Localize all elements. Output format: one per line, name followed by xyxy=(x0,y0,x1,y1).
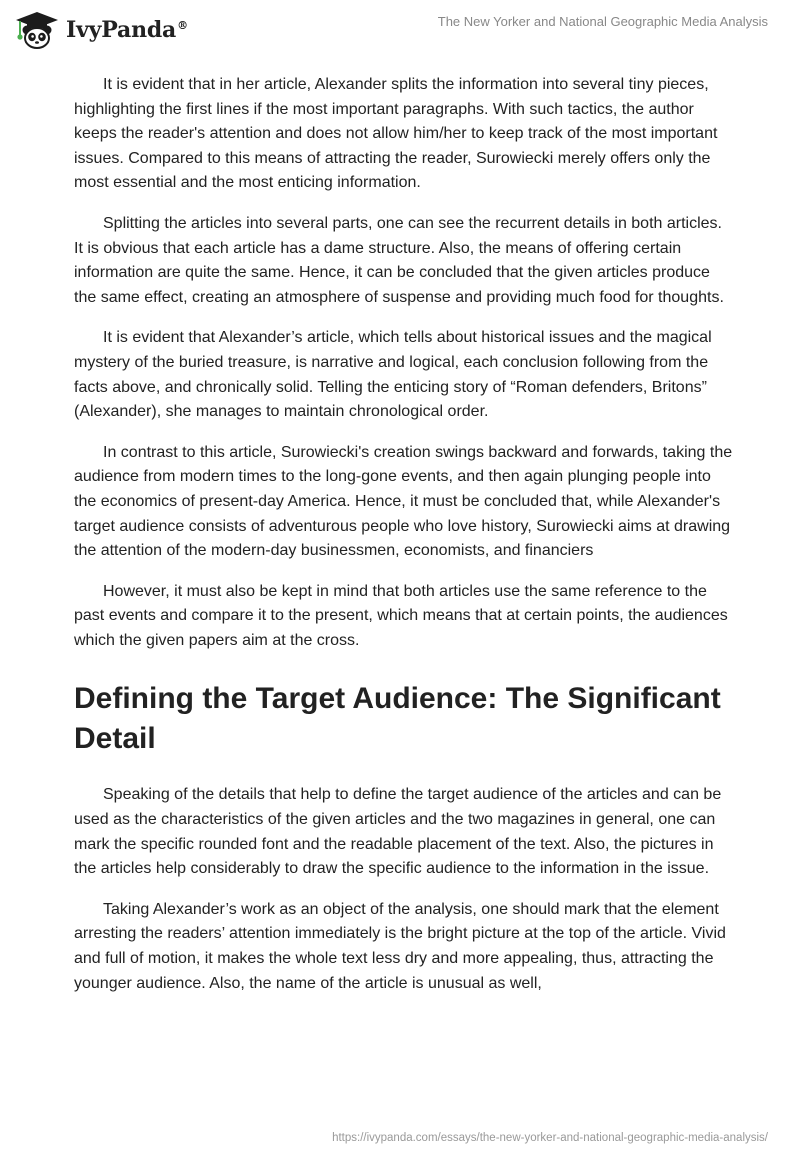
ivypanda-logo[interactable] xyxy=(14,10,188,50)
source-url[interactable]: https://ivypanda.com/essays/the-new-yorker-and-national-geographic-media-analysis/ xyxy=(332,1132,768,1144)
paragraph: Splitting the articles into several parts, one can see the recurrent details in both articles. It is obvious that each article has a dame structure. Also, the means of offering certain information are quite the same. Hence, it can be concluded that the given articles produce the same effect, creating an atmosphere of suspense and providing much food for thoughts. xyxy=(74,214,724,306)
paragraph: Taking Alexander’s work as an object of the analysis, one should mark that the element arresting the readers’ attention immediately is the bright picture at the top of the article. Vivid and full of motion, it makes the whole text less dry and more appealing, thus, attracting the younger audience. Also, the name of the article is unusual as well, xyxy=(74,900,726,992)
paragraph: It is evident that in her article, Alexander splits the information into several tiny pieces, highlighting the first lines if the most important paragraphs. With such tactics, the author keeps the reader's attention and does not allow him/her to keep track of the most important issues. Compared to this means of attracting the reader, Surowiecki merely offers only the most essential and the most enticing information. xyxy=(74,76,718,192)
registered-mark: ® xyxy=(177,18,188,32)
paragraph: Speaking of the details that help to define the target audience of the articles and can be used as the characteristics of the given articles and the two magazines in general, one can mark the specific rounded font and the readable placement of the text. Also, the pictures in the articles help considerably to draw the specific audience to the information in the issue. xyxy=(74,786,722,878)
article-body xyxy=(74,73,734,1012)
document-title: The New Yorker and National Geographic Media Analysis xyxy=(437,14,768,29)
paragraph: However, it must also be kept in mind that both articles use the same reference to the past events and compare it to the present, which means that at certain points, the audiences which the given papers aim at the cross. xyxy=(74,582,728,649)
paragraph: In contrast to this article, Surowiecki's creation swings backward and forwards, taking the audience from modern times to the long-gone events, and then again plunging people into the economics of present-day America. Hence, it must be concluded that, while Alexander's target audience consists of adventurous people who love history, Surowiecki aims at drawing the attention of the modern-day businessmen, economists, and financiers xyxy=(74,443,733,560)
paragraph: It is evident that Alexander’s article, which tells about historical issues and the magical mystery of the buried treasure, is narrative and logical, each conclusion following from the facts above, and chronically solid. Telling the enticing story of “Roman defenders, Britons” (Alexander), she manages to maintain chronological order. xyxy=(74,329,712,421)
logo-wordmark xyxy=(66,17,188,43)
page-header xyxy=(0,0,800,60)
section-heading: Defining the Target Audience: The Significant Detail xyxy=(74,682,721,756)
panda-graduate-icon xyxy=(14,10,60,50)
logo-text: IvyPanda xyxy=(66,17,177,43)
